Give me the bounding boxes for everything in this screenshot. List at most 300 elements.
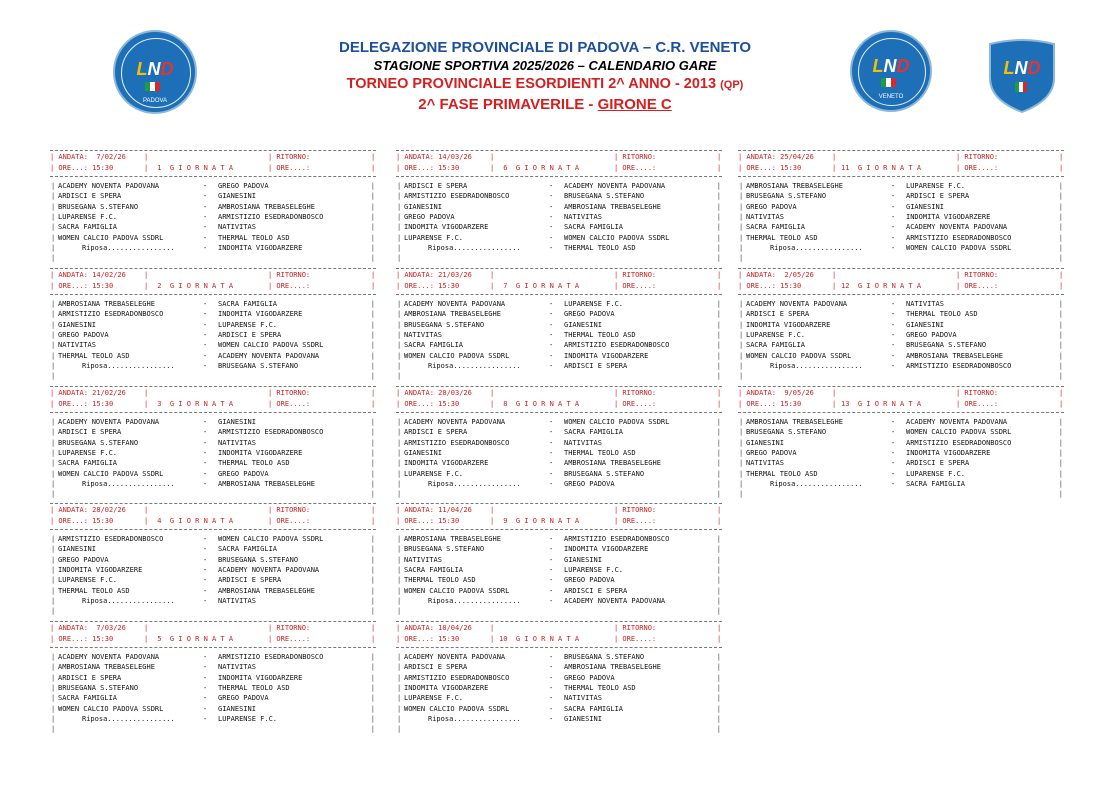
block-bottom: [50, 724, 376, 734]
matchday-block: [50, 150, 376, 267]
border: |: [716, 202, 721, 211]
matchday-block: [50, 386, 376, 503]
match-row: [396, 417, 722, 427]
matchday-header-time: | ORE...: 15:30: [396, 635, 460, 643]
border: |: [370, 535, 375, 543]
home-team: SACRA FAMIGLIA: [746, 341, 806, 350]
border: |: [370, 673, 375, 682]
border: |: [716, 341, 721, 350]
border: |: [1059, 400, 1064, 408]
matchday-header-ritorno: | RITORNO:: [268, 389, 311, 397]
separator: -: [549, 683, 554, 692]
border: |: [51, 535, 56, 543]
match-row: [50, 233, 376, 243]
border: |: [397, 341, 402, 350]
match-row: [50, 704, 376, 714]
matchday-header-ritorno: | RITORNO:: [268, 153, 311, 161]
matchday-header-ritorno: | RITORNO:: [614, 271, 657, 279]
divider: [396, 176, 722, 177]
border: |: [1058, 448, 1063, 457]
home-team: ACADEMY NOVENTA PADOVANA: [58, 182, 160, 190]
bye-team: GIANESINI: [564, 714, 602, 723]
separator: -: [891, 233, 896, 242]
matchday-header-time: | ORE...: 15:30: [396, 400, 460, 408]
border: |: [739, 372, 744, 381]
border: |: [1058, 202, 1063, 211]
matchday-block: [50, 503, 376, 620]
border: |: [144, 389, 149, 397]
home-team: GIANESINI: [58, 545, 96, 554]
border: |: [51, 202, 56, 211]
separator: -: [549, 428, 554, 437]
border: |: [832, 282, 837, 290]
match-row: [50, 340, 376, 350]
border: |: [490, 635, 495, 643]
home-team: GIANESINI: [404, 202, 442, 211]
border: |: [716, 212, 721, 221]
border: |: [717, 624, 722, 632]
block-bottom: [396, 253, 722, 263]
block-bottom: [396, 724, 722, 734]
home-team: SACRA FAMIGLIA: [404, 565, 464, 574]
away-team: NATIVITAS: [564, 438, 602, 447]
border: |: [490, 153, 495, 161]
home-team: ARDISCI E SPERA: [404, 663, 468, 672]
separator: -: [891, 341, 896, 350]
match-row: [50, 458, 376, 468]
border: |: [832, 389, 837, 397]
home-team: WOMEN CALCIO PADOVA SSDRL: [58, 704, 164, 713]
separator: -: [549, 694, 554, 703]
away-team: ARMISTIZIO ESEDRADONBOSCO: [906, 233, 1012, 242]
match-row: [738, 212, 1064, 222]
bye-label: Riposa................: [428, 714, 521, 723]
border: |: [370, 438, 375, 447]
away-team: ARDISCI E SPERA: [218, 330, 282, 339]
home-team: GREGO PADOVA: [404, 212, 455, 221]
home-team: INDOMITA VIGODARZERE: [404, 223, 489, 232]
separator: -: [203, 673, 208, 682]
border: |: [1058, 300, 1063, 308]
border: |: [370, 714, 375, 723]
home-team: GIANESINI: [58, 320, 96, 329]
border: |: [1058, 223, 1063, 232]
away-team: AMBROSIANA TREBASELEGHE: [218, 586, 315, 595]
match-row: [396, 544, 722, 554]
away-team: GIANESINI: [218, 418, 256, 426]
away-team: AMBROSIANA TREBASELEGHE: [564, 459, 661, 468]
separator: -: [549, 653, 554, 661]
border: |: [716, 555, 721, 564]
border: |: [370, 361, 375, 370]
separator: -: [203, 182, 208, 190]
border: |: [51, 243, 56, 252]
bye-label: Riposa................: [428, 243, 521, 252]
border: |: [397, 254, 402, 263]
border: |: [51, 704, 56, 713]
separator: -: [203, 428, 208, 437]
border: |: [717, 506, 722, 514]
divider: [738, 412, 1064, 413]
match-row: [50, 212, 376, 222]
border: |: [1058, 428, 1063, 437]
away-team: THERMAL TEOLO ASD: [218, 233, 290, 242]
divider: [396, 647, 722, 648]
matchday-header-ritorno-time: | ORE....:: [268, 400, 311, 408]
matchday-header-andata: | ANDATA: 28/02/26: [50, 506, 126, 514]
separator: -: [203, 330, 208, 339]
home-team: LUPARENSE F.C.: [404, 694, 464, 703]
away-team: ARMISTIZIO ESEDRADONBOSCO: [564, 341, 670, 350]
away-team: GREGO PADOVA: [564, 310, 615, 319]
separator: -: [549, 192, 554, 201]
lnd-padova-logo: LND PADOVA: [113, 30, 197, 114]
border: |: [739, 469, 744, 478]
away-team: GREGO PADOVA: [218, 694, 269, 703]
home-team: SACRA FAMIGLIA: [58, 694, 118, 703]
divider: [50, 621, 376, 622]
border: |: [739, 361, 744, 370]
match-row: [738, 191, 1064, 201]
home-team: GREGO PADOVA: [746, 448, 797, 457]
border: |: [716, 448, 721, 457]
matchday-header-ritorno: | RITORNO:: [268, 271, 311, 279]
away-team: GREGO PADOVA: [218, 469, 269, 478]
block-bottom: [50, 606, 376, 616]
match-row: [396, 351, 722, 361]
border: |: [397, 300, 402, 308]
matchday-header-ritorno-time: | ORE....:: [956, 164, 999, 172]
home-team: GIANESINI: [404, 448, 442, 457]
border: |: [717, 635, 722, 643]
border: |: [1058, 310, 1063, 319]
matchday-header-time: | ORE...: 15:30: [738, 400, 802, 408]
home-team: ARDISCI E SPERA: [58, 673, 122, 682]
border: |: [739, 223, 744, 232]
away-team: WOMEN CALCIO PADOVA SSDRL: [218, 535, 324, 543]
bye-row: [396, 479, 722, 489]
matchday-header-andata: | ANDATA: 11/04/26: [396, 506, 472, 514]
separator: -: [203, 233, 208, 242]
border: |: [51, 714, 56, 723]
home-team: LUPARENSE F.C.: [58, 212, 118, 221]
separator: -: [549, 341, 554, 350]
border: |: [717, 400, 722, 408]
matchday-header-ritorno: | RITORNO:: [956, 389, 999, 397]
bye-label: Riposa................: [82, 596, 175, 605]
border: |: [397, 361, 402, 370]
bye-team: SACRA FAMIGLIA: [906, 479, 966, 488]
home-team: BRUSEGANA S.STEFANO: [58, 202, 139, 211]
border: |: [716, 565, 721, 574]
home-team: BRUSEGANA S.STEFANO: [404, 545, 485, 554]
lnd-shield-logo: LND: [987, 38, 1057, 114]
matchday-number: 9 G I O R N A T A: [499, 517, 580, 525]
divider: [738, 268, 1064, 269]
away-team: BRUSEGANA S.STEFANO: [564, 653, 645, 661]
bye-row: [396, 596, 722, 606]
home-team: THERMAL TEOLO ASD: [58, 351, 130, 360]
bye-row: [396, 243, 722, 253]
matchday-header-ritorno: | RITORNO:: [614, 624, 657, 632]
away-team: GIANESINI: [564, 555, 602, 564]
border: |: [370, 576, 375, 585]
border: |: [370, 586, 375, 595]
border: |: [51, 459, 56, 468]
border: |: [739, 330, 744, 339]
border: |: [397, 725, 402, 734]
away-team: ARMISTIZIO ESEDRADONBOSCO: [218, 653, 324, 661]
matchday-header-ritorno-time: | ORE....:: [614, 164, 657, 172]
away-team: AMBROSIANA TREBASELEGHE: [564, 663, 661, 672]
border: |: [716, 725, 721, 734]
match-row: [738, 351, 1064, 361]
match-row: [50, 222, 376, 232]
home-team: WOMEN CALCIO PADOVA SSDRL: [58, 233, 164, 242]
block-bottom: [396, 371, 722, 381]
border: |: [1058, 212, 1063, 221]
border: |: [51, 330, 56, 339]
matchday-header-time: | ORE...: 15:30: [738, 164, 802, 172]
border: |: [397, 673, 402, 682]
border: |: [716, 351, 721, 360]
border: |: [716, 192, 721, 201]
match-row: [738, 299, 1064, 309]
separator: -: [203, 310, 208, 319]
match-row: [50, 662, 376, 672]
border: |: [1059, 153, 1064, 161]
away-team: NATIVITAS: [564, 212, 602, 221]
border: |: [51, 694, 56, 703]
border: |: [716, 663, 721, 672]
away-team: NATIVITAS: [218, 223, 256, 232]
block-bottom: [396, 489, 722, 499]
bye-row: [738, 243, 1064, 253]
separator: -: [203, 694, 208, 703]
home-team: ACADEMY NOVENTA PADOVANA: [404, 300, 506, 308]
away-team: ARMISTIZIO ESEDRADONBOSCO: [906, 438, 1012, 447]
border: |: [397, 545, 402, 554]
border: |: [370, 254, 375, 263]
bye-row: [50, 714, 376, 724]
header-tournament-name: TORNEO PROVINCIALE ESORDIENTI 2^ ANNO - 2013: [346, 76, 717, 92]
border: |: [716, 607, 721, 616]
border: |: [371, 164, 376, 172]
border: |: [371, 506, 376, 514]
border: |: [397, 202, 402, 211]
away-team: INDOMITA VIGODARZERE: [218, 673, 303, 682]
bye-row: [396, 714, 722, 724]
border: |: [739, 233, 744, 242]
match-row: [396, 683, 722, 693]
home-team: ACADEMY NOVENTA PADOVANA: [404, 653, 506, 661]
home-team: NATIVITAS: [746, 212, 784, 221]
border: |: [397, 535, 402, 543]
matchday-header-ritorno-time: | ORE....:: [268, 282, 311, 290]
border: |: [370, 212, 375, 221]
divider: [50, 150, 376, 151]
away-team: GREGO PADOVA: [218, 182, 269, 190]
separator: -: [203, 663, 208, 672]
block-bottom: [50, 489, 376, 499]
border: |: [370, 233, 375, 242]
border: |: [51, 663, 56, 672]
separator: -: [203, 704, 208, 713]
border: |: [490, 400, 495, 408]
border: |: [144, 153, 149, 161]
matchday-header-ritorno-time: | ORE....:: [614, 635, 657, 643]
border: |: [51, 223, 56, 232]
separator: -: [891, 438, 896, 447]
away-team: GIANESINI: [906, 320, 944, 329]
border: |: [51, 596, 56, 605]
border: |: [716, 320, 721, 329]
match-row: [396, 673, 722, 683]
border: |: [490, 282, 495, 290]
matchday-header-time: | ORE...: 15:30: [50, 282, 114, 290]
border: |: [144, 517, 149, 525]
divider: [50, 268, 376, 269]
bye-label: Riposa................: [82, 479, 175, 488]
match-row: [50, 652, 376, 662]
match-row: [50, 351, 376, 361]
border: |: [144, 506, 149, 514]
separator: -: [203, 586, 208, 595]
matchday-header-andata: | ANDATA: 2/05/26: [738, 271, 814, 279]
separator: -: [203, 479, 208, 488]
away-team: BRUSEGANA S.STEFANO: [218, 555, 299, 564]
border: |: [1058, 372, 1063, 381]
border: |: [1058, 490, 1063, 499]
match-row: [50, 320, 376, 330]
border: |: [371, 389, 376, 397]
divider: [396, 503, 722, 504]
away-team: ACADEMY NOVENTA PADOVANA: [906, 223, 1008, 232]
matchday-header-andata: | ANDATA: 7/03/26: [50, 624, 126, 632]
border: |: [490, 389, 495, 397]
border: |: [716, 469, 721, 478]
border: |: [397, 428, 402, 437]
separator: -: [891, 448, 896, 457]
border: |: [490, 271, 495, 279]
home-team: SACRA FAMIGLIA: [746, 223, 806, 232]
matchday-header-time: | ORE...: 15:30: [396, 164, 460, 172]
border: |: [716, 714, 721, 723]
matchday-number: 3 G I O R N A T A: [153, 400, 234, 408]
border: |: [51, 683, 56, 692]
border: |: [371, 624, 376, 632]
matchday-number: 2 G I O R N A T A: [153, 282, 234, 290]
home-team: ARMISTIZIO ESEDRADONBOSCO: [404, 192, 510, 201]
separator: -: [549, 330, 554, 339]
border: |: [370, 683, 375, 692]
home-team: AMBROSIANA TREBASELEGHE: [58, 300, 155, 308]
away-team: GREGO PADOVA: [564, 576, 615, 585]
away-team: WOMEN CALCIO PADOVA SSDRL: [564, 233, 670, 242]
match-row: [396, 458, 722, 468]
home-team: GIANESINI: [746, 438, 784, 447]
match-row: [50, 469, 376, 479]
border: |: [1059, 282, 1064, 290]
border: |: [370, 490, 375, 499]
border: |: [716, 438, 721, 447]
matchday-header-time: | ORE...: 15:30: [50, 164, 114, 172]
header-season: STAGIONE SPORTIVA 2025/2026 – CALENDARIO GARE: [373, 58, 717, 73]
separator: -: [549, 438, 554, 447]
match-row: [738, 340, 1064, 350]
block-bottom: [738, 489, 1064, 499]
divider: [396, 529, 722, 530]
match-row: [50, 555, 376, 565]
away-team: ARDISCI E SPERA: [564, 586, 628, 595]
separator: -: [891, 479, 896, 488]
home-team: ARDISCI E SPERA: [404, 182, 468, 190]
match-row: [738, 417, 1064, 427]
away-team: ARMISTIZIO ESEDRADONBOSCO: [218, 212, 324, 221]
separator: -: [203, 714, 208, 723]
home-team: ARDISCI E SPERA: [58, 428, 122, 437]
border: |: [716, 372, 721, 381]
border: |: [717, 164, 722, 172]
match-row: [396, 652, 722, 662]
separator: -: [549, 243, 554, 252]
home-team: BRUSEGANA S.STEFANO: [404, 320, 485, 329]
match-row: [396, 340, 722, 350]
separator: -: [549, 182, 554, 190]
border: |: [370, 320, 375, 329]
separator: -: [891, 428, 896, 437]
border: |: [716, 243, 721, 252]
matchday-header-ritorno-time: | ORE....:: [956, 282, 999, 290]
border: |: [370, 372, 375, 381]
matchday-header-ritorno: | RITORNO:: [614, 389, 657, 397]
separator: -: [203, 683, 208, 692]
match-row: [738, 438, 1064, 448]
border: |: [716, 653, 721, 661]
border: |: [397, 330, 402, 339]
bye-team: THERMAL TEOLO ASD: [564, 243, 636, 252]
border: |: [370, 469, 375, 478]
match-row: [50, 330, 376, 340]
separator: -: [549, 320, 554, 329]
divider: [396, 150, 722, 151]
separator: -: [549, 714, 554, 723]
bye-row: [50, 361, 376, 371]
home-team: SACRA FAMIGLIA: [58, 223, 118, 232]
away-team: INDOMITA VIGODARZERE: [218, 310, 303, 319]
border: |: [397, 565, 402, 574]
border: |: [716, 576, 721, 585]
away-team: ACADEMY NOVENTA PADOVANA: [906, 418, 1008, 426]
match-row: [50, 427, 376, 437]
away-team: THERMAL TEOLO ASD: [906, 310, 978, 319]
separator: -: [549, 673, 554, 682]
border: |: [371, 400, 376, 408]
border: |: [51, 212, 56, 221]
matchday-header-ritorno: | RITORNO:: [956, 271, 999, 279]
border: |: [370, 653, 375, 661]
border: |: [51, 192, 56, 201]
away-team: THERMAL TEOLO ASD: [218, 459, 290, 468]
border: |: [397, 607, 402, 616]
border: |: [1058, 192, 1063, 201]
bye-team: ACADEMY NOVENTA PADOVANA: [564, 596, 666, 605]
border: |: [51, 469, 56, 478]
border: |: [397, 653, 402, 661]
border: |: [739, 212, 744, 221]
away-team: GIANESINI: [218, 192, 256, 201]
border: |: [716, 182, 721, 190]
